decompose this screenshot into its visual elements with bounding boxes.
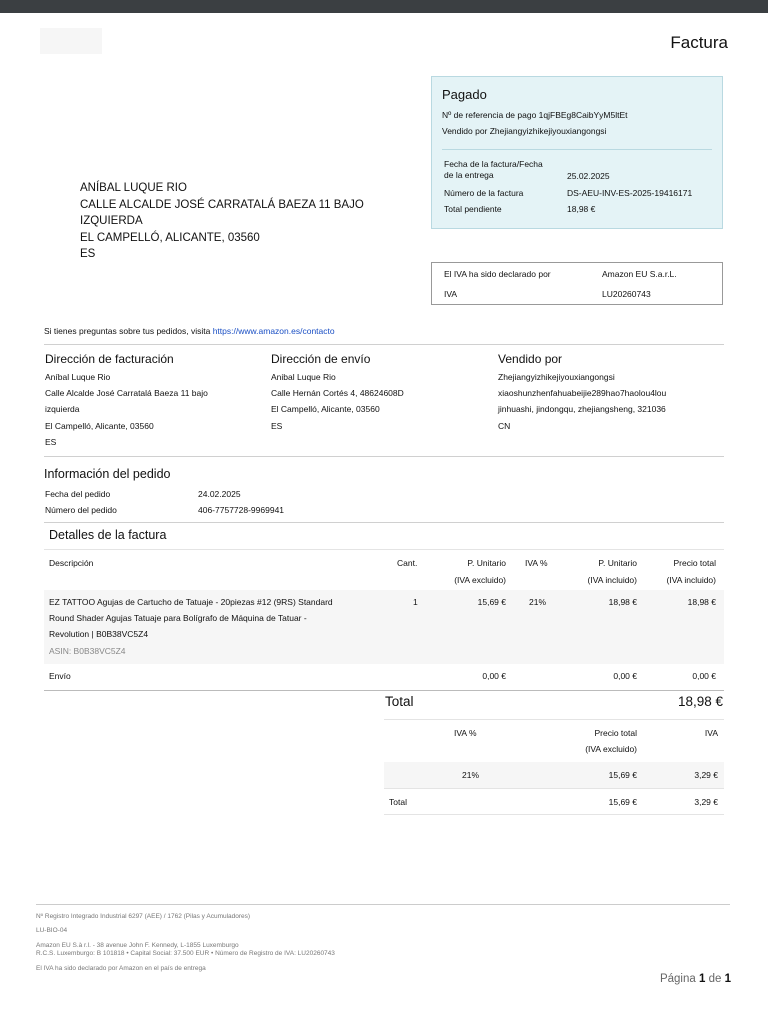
divider [384, 814, 724, 815]
footer-rcs: R.C.S. Luxemburgo: B 101818 • Capital Social: 37.500 EUR • Número de Registro de IVA: LU20260743 [36, 950, 335, 957]
pending-amount: 18,98 € [567, 204, 596, 214]
col-header-qty: Cant. [397, 558, 418, 568]
divider [44, 549, 724, 550]
item-total: 18,98 € [687, 597, 716, 607]
shipping-row-label: Envío [49, 671, 71, 681]
item-unit-incl: 18,98 € [608, 597, 637, 607]
order-date: 24.02.2025 [198, 489, 241, 499]
seller-line: CN [498, 421, 511, 431]
billing-title: Dirección de facturación [45, 352, 174, 366]
footer-divider [36, 904, 730, 905]
page-label: Página [659, 973, 696, 985]
vat-number: LU20260743 [602, 289, 651, 299]
col-header-unit-incl: P. Unitario [598, 558, 637, 568]
col-header-unit-excl-sub: (IVA excluido) [454, 575, 506, 585]
col-header-unit-incl-sub: (IVA incluido) [587, 575, 637, 585]
footer-bio: LU-BIO-04 [36, 927, 68, 934]
seller-line: jinhuashi, jindongqu, zhejiangsheng, 321036 [498, 404, 666, 414]
col-header-total-sub: (IVA incluido) [666, 575, 716, 585]
col-header-description: Descripción [49, 558, 94, 568]
invoice-date: 25.02.2025 [567, 171, 610, 181]
customer-address [80, 180, 364, 263]
vat-sum-total: 15,69 € [608, 797, 637, 807]
top-bar [0, 0, 768, 13]
billing-line: Calle Alcalde José Carratalá Baeza 11 bajo [45, 388, 208, 398]
item-unit-excl: 15,69 € [477, 597, 506, 607]
vat-col-header-pct: IVA % [454, 728, 477, 738]
col-header-total: Precio total [673, 558, 716, 568]
address-line: IZQUIERDA [80, 215, 143, 227]
pending-label: Total pendiente [444, 204, 502, 214]
seller-line: Zhejiangyizhikejiyouxiangongsi [498, 372, 615, 382]
page-total: 1 [724, 973, 731, 985]
total-value: 18,98 € [677, 694, 723, 709]
item-description: EZ TATTOO Agujas de Cartucho de Tatuaje - 20piezas #12 (9RS) Standard [49, 597, 333, 607]
divider [44, 344, 724, 345]
vat-row-pct: 21% [462, 770, 480, 780]
shipping-line: Anibal Luque Rio [271, 372, 336, 382]
order-number: 406-7757728-9969941 [198, 505, 285, 515]
vat-col-header-vat: IVA [704, 728, 718, 738]
total-label: Total [385, 694, 414, 709]
seller-line: xiaoshunzhenfahuabeijie289hao7haolou4lou [498, 388, 667, 398]
billing-line: izquierda [45, 404, 80, 414]
divider [442, 149, 712, 150]
shipping-line: ES [271, 421, 283, 431]
col-header-vat-pct: IVA % [525, 558, 548, 568]
shipping-total: 0,00 € [692, 671, 716, 681]
order-number-label: Número del pedido [45, 505, 117, 515]
divider [44, 522, 724, 523]
item-asin: ASIN: B0B38VC5Z4 [49, 646, 126, 656]
document-title: Factura [670, 33, 728, 52]
shipping-title: Dirección de envío [271, 352, 371, 366]
billing-line: Aníbal Luque Rio [45, 372, 111, 382]
vat-declared-label: El IVA ha sido declarado por [444, 269, 551, 279]
order-info-title: Información del pedido [44, 467, 171, 481]
address-line: CALLE ALCALDE JOSÉ CARRATALÁ BAEZA 11 BAJO [80, 198, 364, 211]
page-of: de [708, 973, 722, 985]
item-qty: 1 [413, 597, 418, 607]
vat-sum-vat: 3,29 € [694, 797, 718, 807]
shipping-unit-excl: 0,00 € [482, 671, 506, 681]
seller-title: Vendido por [498, 352, 563, 366]
divider [44, 456, 724, 457]
address-line: EL CAMPELLÓ, ALICANTE, 03560 [80, 231, 260, 244]
order-date-label: Fecha del pedido [45, 489, 111, 499]
page-indicator [660, 973, 731, 985]
vat-label: IVA [444, 289, 458, 299]
vat-col-header-total-sub: (IVA excluido) [585, 744, 637, 754]
invoice-date-label: Fecha de la factura/Fecha de la entrega [444, 159, 543, 180]
item-description: Round Shader Agujas Tatuaje para Bolígrafo de Máquina de Tatuar - [49, 613, 307, 623]
payment-reference: Nº de referencia de pago 1qjFBEg8CaibYyM5ltEt [442, 110, 628, 120]
item-description: Revolution | B0B38VC5Z4 [49, 629, 149, 639]
divider [44, 690, 724, 691]
vat-row [384, 762, 724, 788]
divider [384, 719, 724, 720]
col-header-unit-excl: P. Unitario [467, 558, 506, 568]
billing-line: ES [45, 437, 57, 447]
contact-text: Si tienes preguntas sobre tus pedidos, visita [44, 326, 211, 336]
payment-sold-by: Vendido por Zhejiangyizhikejiyouxiangongsi [442, 126, 607, 136]
invoice-number-label: Número de la factura [444, 188, 524, 198]
invoice-details-title: Detalles de la factura [49, 528, 167, 542]
divider [384, 788, 724, 789]
vat-row-total: 15,69 € [608, 770, 637, 780]
vat-row-vat: 3,29 € [694, 770, 718, 780]
address-line: ES [80, 248, 96, 260]
payment-status: Pagado [442, 87, 487, 102]
footer-vat-note: El IVA ha sido declarado por Amazon en el país de entrega [36, 965, 206, 972]
payment-status-box [431, 76, 723, 229]
contact-link[interactable]: https://www.amazon.es/contacto [212, 326, 335, 336]
vat-col-header-total: Precio total [594, 728, 637, 738]
address-line: ANÍBAL LUQUE RIO [80, 182, 187, 194]
contact-line [44, 326, 335, 336]
billing-line: El Campelló, Alicante, 03560 [45, 421, 154, 431]
shipping-unit-incl: 0,00 € [613, 671, 637, 681]
vat-declared-by: Amazon EU S.a.r.L. [602, 269, 677, 279]
vat-declaration-box [431, 262, 723, 305]
invoice-number: DS-AEU-INV-ES-2025-19416171 [567, 188, 693, 198]
page-number: 1 [698, 973, 706, 985]
item-vat-pct: 21% [529, 597, 547, 607]
footer-address: Amazon EU S.à r.l. - 38 avenue John F. Kennedy, L-1855 Luxemburgo [36, 942, 239, 949]
vat-sum-label: Total [389, 797, 407, 807]
footer-registry: Nº Registro Integrado Industrial 6297 (AEE) / 1762 (Pilas y Acumuladores) [36, 913, 251, 920]
logo-placeholder [40, 28, 102, 54]
shipping-line: Calle Hernán Cortés 4, 48624608D [271, 388, 404, 398]
shipping-line: El Campelló, Alicante, 03560 [271, 404, 380, 414]
